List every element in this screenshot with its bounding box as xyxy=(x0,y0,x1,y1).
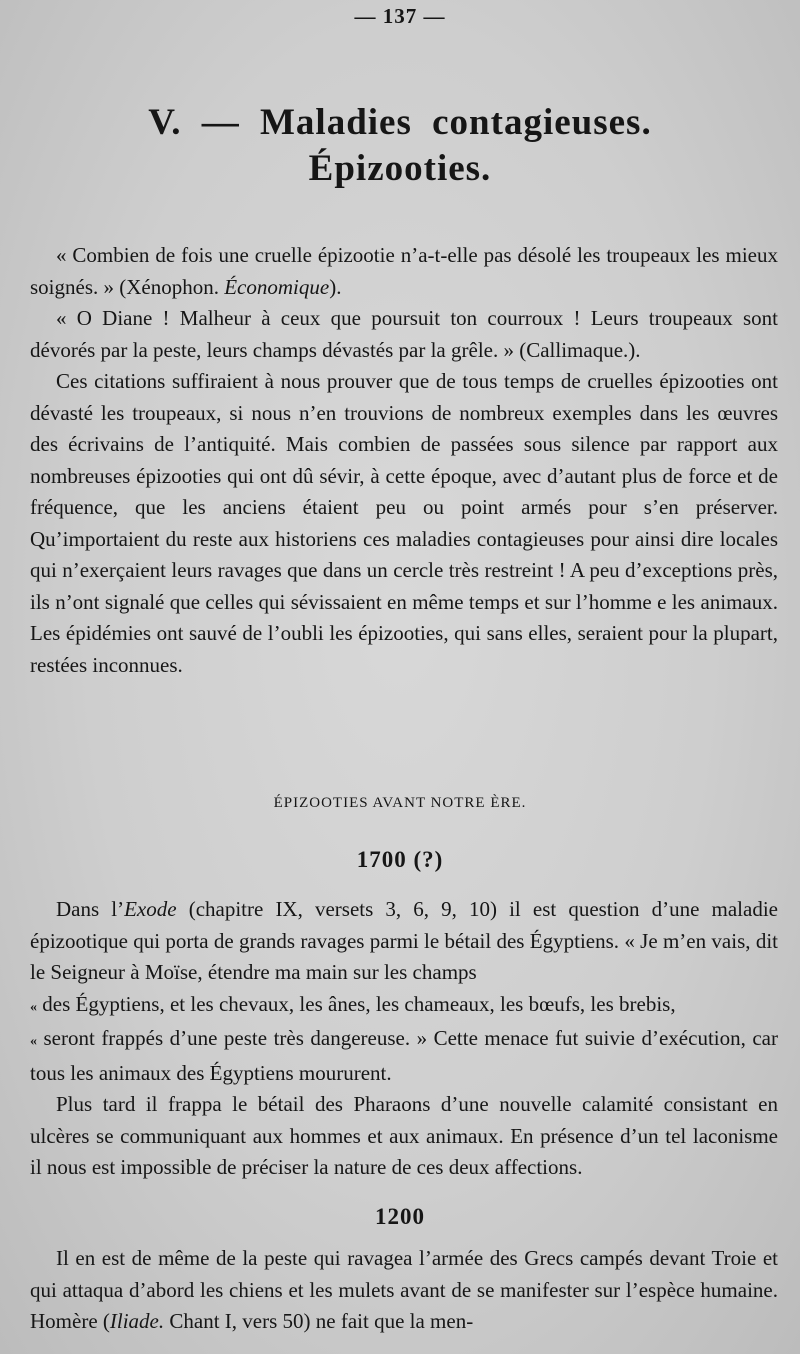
intro-text xyxy=(30,240,778,681)
paragraph-pharaons: Plus tard il frappa le bétail des Pharaons d’une nouvelle calamité consistant en ulcères se communiquant aux hommes et aux animaux. En présence d’un tel laconisme il nous est impossible de préciser la nature de ces deux affections. xyxy=(30,1092,778,1179)
exode-quote-line3: seront frappés d’une peste très dangereuse. » Cette menace fut suivie d’exécution, car tous les animaux des Égyptiens moururent. xyxy=(30,1026,778,1085)
paragraph-troie xyxy=(30,1243,778,1338)
troie-text xyxy=(30,1243,778,1338)
section-heading: ÉPIZOOTIES AVANT NOTRE ÈRE. xyxy=(273,795,527,811)
paragraph-citations: Ces citations suffiraient à nous prouver que de tous temps de cruelles épizooties ont dévasté les troupeaux, si nous n’en trouvions de nombreux exemples dans les œuvres des écrivains de l’antiquité. Mais combien de passées sous silence par rapport aux nombreuses épizooties qui ont dû sévir, à cette époque, avec d’autant plus de force et de fréquence, que les anciens étaient peu ou point armés pour s’en préserver. Qu’importaient du reste aux historiens ces maladies contagieuses pour ainsi dire locales qui n’exerçaient leurs ravages que dans un cercle très restreint ! A peu d’exceptions près, ils n’ont signalé que celles qui sévissaient en même temps et sur l’homme e les animaux. Les épidémies ont sauvé de l’oubli les épizooties, qui sans elles, seraient pour la plupart, restées inconnues. xyxy=(30,369,778,677)
year-heading-1200: 1200 xyxy=(375,1204,425,1229)
page-number: — 137 — xyxy=(354,4,446,28)
quote-mark-2: « xyxy=(30,1034,37,1049)
xenophon-quote: « Combien de fois une cruelle épizootie n’a-t-elle pas désolé les troupeaux les mieux soignés. » (Xénophon. xyxy=(30,243,778,299)
troie-intro: Il en est de même de la peste qui ravagea l’armée des Grecs campés devant Troie et qui attaqua d’abord les chiens et les mulets avant de se manifester sur l’espèce humaine. Homère ( xyxy=(30,1246,778,1333)
paragraph-callimaque: « O Diane ! Malheur à ceux que poursuit ton courroux ! Leurs troupeaux sont dévorés par la peste, leurs champs dévastés par la grêle. » (Callimaque.). xyxy=(30,306,778,362)
xenophon-work-title: Économique xyxy=(224,274,330,299)
exode-intro: Dans l’ xyxy=(56,897,125,921)
chapter-title-line2: Épizooties. xyxy=(308,148,492,189)
troie-end: Chant I, vers 50) ne fait que la men- xyxy=(164,1309,474,1333)
exode-book-title: Exode xyxy=(124,897,177,921)
paragraph-xenophon xyxy=(30,240,778,303)
chapter-title xyxy=(0,100,800,192)
year-heading-1700: 1700 (?) xyxy=(356,847,444,872)
exode-quote-start: (chapitre IX, versets 3, 6, 9, 10) il est question d’une maladie épizootique qui porta de grands ravages parmi le bétail des Égyptiens. « Je m’en vais, dit le Seigneur à Moïse, étendre ma main sur les champs xyxy=(30,897,778,984)
paragraph-exode xyxy=(30,894,778,1089)
exode-text xyxy=(30,894,778,1184)
xenophon-close: ). xyxy=(329,274,342,299)
iliade-title: Iliade. xyxy=(109,1309,165,1333)
exode-quote-line2: des Égyptiens, et les chevaux, les ânes, les chameaux, les bœufs, les brebis, xyxy=(42,991,676,1016)
quote-mark-1: « xyxy=(30,999,37,1015)
chapter-title-line1: V. — Maladies contagieuses. xyxy=(148,102,652,143)
